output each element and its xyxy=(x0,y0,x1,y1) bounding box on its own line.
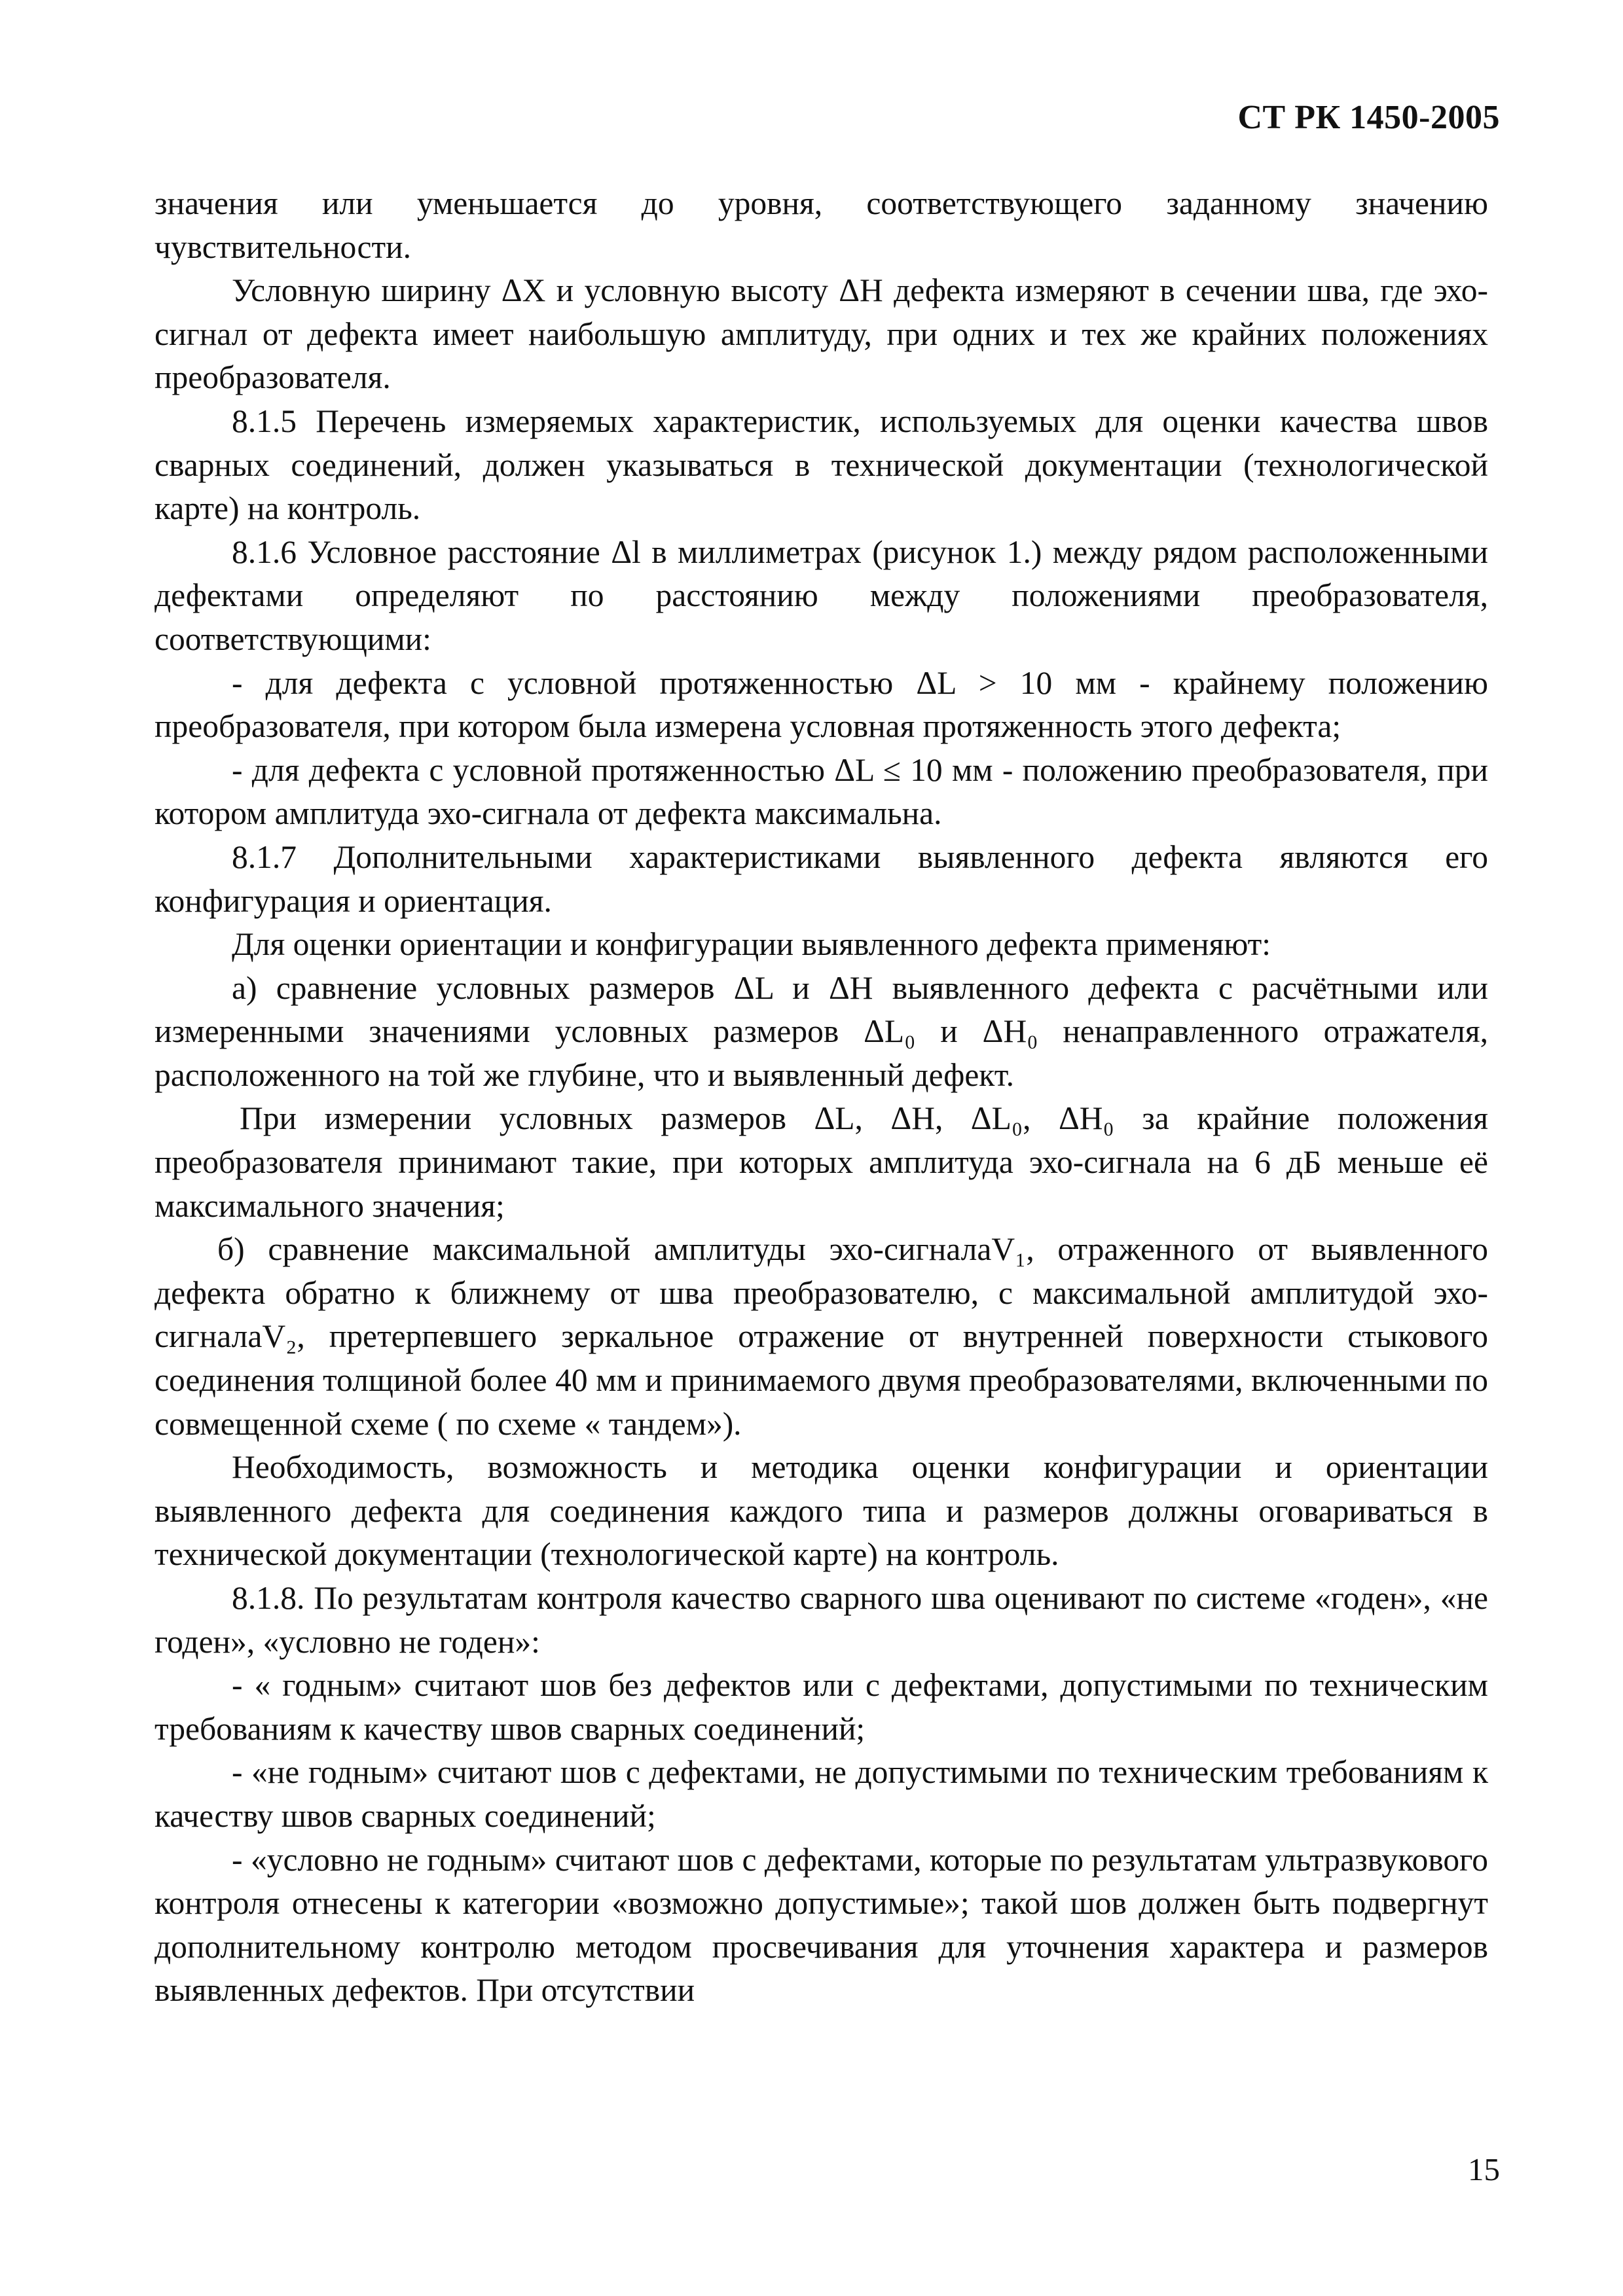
paragraph: - «условно не годным» считают шов с дефектами, которые по результатам ультразвукового контроля отнесены к категории «возможно допустимые»; такой шов должен быть подвергнут дополнительному контролю методом просвечивания для уточнения характера и размеров выявленных дефектов. При отсутствии xyxy=(155,1841,1488,2009)
document-body xyxy=(155,182,1488,2013)
paragraph: 8.1.6 Условное расстояние Δl в миллиметрах (рисунок 1.) между рядом расположенными дефектами определяют по расстоянию между положениями преобразователя, соответствующими: xyxy=(155,533,1488,657)
paragraph: - для дефекта с условной протяженностью ΔL > 10 мм - крайнему положению преобразователя, при котором была измерена условная протяженность этого дефекта; xyxy=(155,664,1489,745)
paragraph: Необходимость, возможность и методика оценки конфигурации и ориентации выявленного дефекта для соединения каждого типа и размеров должны оговариваться в технической документации (технологической карте) на контроль. xyxy=(155,1449,1488,1573)
paragraph: - « годным» считают шов без дефектов или с дефектами, допустимыми по техническим требованиям к качеству швов сварных соединений; xyxy=(155,1667,1488,1747)
paragraph: Для оценки ориентации и конфигурации выявленного дефекта применяют: xyxy=(232,926,1271,963)
paragraph: - для дефекта с условной протяженностью ΔL ≤ 10 мм - положению преобразователя, при котором амплитуда эхо-сигнала от дефекта максимальна. xyxy=(155,751,1488,832)
paragraph: - «не годным» считают шов с дефектами, не допустимыми по техническим требованиям к качеству швов сварных соединений; xyxy=(155,1754,1488,1834)
standard-code-header: СТ РК 1450-2005 xyxy=(1237,99,1500,136)
page-number: 15 xyxy=(1468,2151,1500,2187)
paragraph: а) сравнение условных размеров ΔL и ΔH выявленного дефекта с расчётными или измеренными значениями условных размеров ΔL₀ и ΔH₀ ненаправленного отражателя, расположенного на той же глубине, что и выявленный дефект. xyxy=(155,969,1488,1093)
paragraph: При измерении условных размеров ΔL, ΔH, ΔL₀, ΔH₀ за крайние положения преобразователя принимают такие, при которых амплитуда эхо-сигнала на 6 дБ меньше её максимального значения; xyxy=(155,1100,1488,1224)
paragraph: б) сравнение максимальной амплитуды эхо-сигналаV₁, отраженного от выявленного дефекта обратно к ближнему от шва преобразователю, с максимальной амплитудой эхо-сигналаV₂, претерпевшего зеркальное отражение от внутренней поверхности стыкового соединения толщиной более 40 мм и принимаемого двумя преобразователями, включенными по совмещенной схеме ( по схеме « тандем»). xyxy=(155,1231,1488,1442)
paragraph: 8.1.7 Дополнительными характеристиками выявленного дефекта являются его конфигурация и ориентация. xyxy=(155,838,1488,919)
paragraph: значения или уменьшается до уровня, соответствующего заданному значению чувствительности. xyxy=(155,185,1488,265)
paragraph: 8.1.5 Перечень измеряемых характеристик, используемых для оценки качества швов сварных соединений, должен указываться в технической документации (технологической карте) на контроль. xyxy=(155,403,1488,527)
paragraph: 8.1.8. По результатам контроля качество сварного шва оценивают по системе «годен», «не годен», «условно не годен»: xyxy=(155,1580,1488,1660)
paragraph: Условную ширину ΔX и условную высоту ΔH дефекта измеряют в сечении шва, где эхо-сигнал от дефекта имеет наибольшую амплитуду, при одних и тех же крайних положениях преобразователя. xyxy=(155,272,1488,396)
